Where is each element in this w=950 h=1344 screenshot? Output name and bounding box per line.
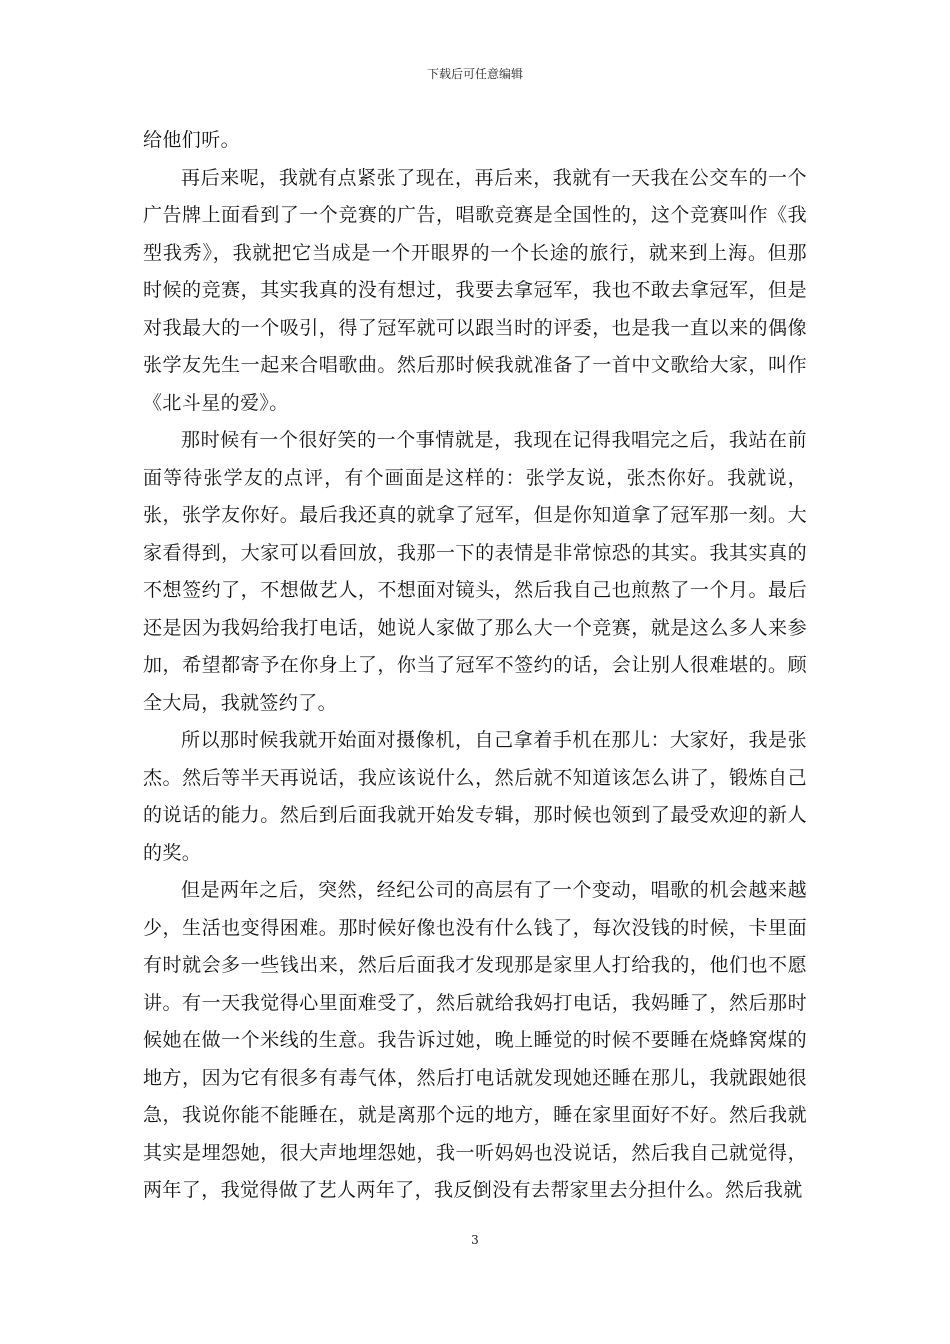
paragraph-3: 那时候有一个很好笑的一个事情就是，我现在记得我唱完之后，我站在前面等待张学友的点评，有个画面是这样的：张学友说，张杰你好。我就说，张，张学友你好。最后我还真的就拿了冠军，但是你知道拿了冠军那一刻。大家看得到，大家可以看回放，我那一下的表情是非常惊恐的其实。我其实真的不想签约了，不想做艺人，不想面对镜头，然后我自己也煎熬了一个月。最后还是因为我妈给我打电话，她说人家做了那么大一个竞赛，就是这么多人来参加，希望都寄予在你身上了，你当了冠军不签约的话，会让别人很难堪的。顾全大局，我就签约了。 — [143, 429, 807, 714]
paragraph-4: 所以那时候我就开始面对摄像机，自己拿着手机在那儿：大家好，我是张杰。然后等半天再说话，我应该说什么，然后就不知道该怎么讲了，锻炼自己的说话的能力。然后到后面我就开始发专辑，那时候也领到了最受欢迎的新人的奖。 — [143, 729, 807, 864]
paragraph-1: 给他们听。 — [143, 129, 241, 151]
page-header: 下载后可任意编辑 — [426, 67, 523, 81]
page-number: 3 — [471, 1233, 479, 1247]
paragraph-5: 但是两年之后，突然，经纪公司的高层有了一个变动，唱歌的机会越来越少，生活也变得困难。那时候好像也没有什么钱了，每次没钱的时候，卡里面有时就会多一些钱出来，然后后面我才发现那是家里人打给我的，他们也不愿讲。有一天我觉得心里面难受了，然后就给我妈打电话，我妈睡了，然后那时候她在做一个米线的生意。我告诉过她，晚上睡觉的时候不要睡在烧蜂窝煤的地方，因为它有很多有毒气体，然后打电话就发现她还睡在那儿，我就跟她很急，我说你能不能睡在，就是离那个远的地方，睡在家里面好不好。然后我就其实是埋怨她，很大声地埋怨她，我一听妈妈也没说话，然后我自己就觉得，两年了，我觉得做了艺人两年了，我反倒没有去帮家里去分担什么。然后我就 — [143, 879, 807, 1201]
paragraph-2: 再后来呢，我就有点紧张了现在，再后来，我就有一天我在公交车的一个广告牌上面看到了一个竞赛的广告，唱歌竞赛是全国性的，这个竞赛叫作《我型我秀》，我就把它当成是一个开眼界的一个长途的旅行，就来到上海。但那时候的竞赛，其实我真的没有想过，我要去拿冠军，我也不敢去拿冠军，但是对我最大的一个吸引，得了冠军就可以跟当时的评委，也是我一直以来的偶像张学友先生一起来合唱歌曲。然后那时候我就准备了一首中文歌给大家，叫作《北斗星的爱》。 — [143, 166, 807, 414]
document-body — [143, 122, 807, 1210]
